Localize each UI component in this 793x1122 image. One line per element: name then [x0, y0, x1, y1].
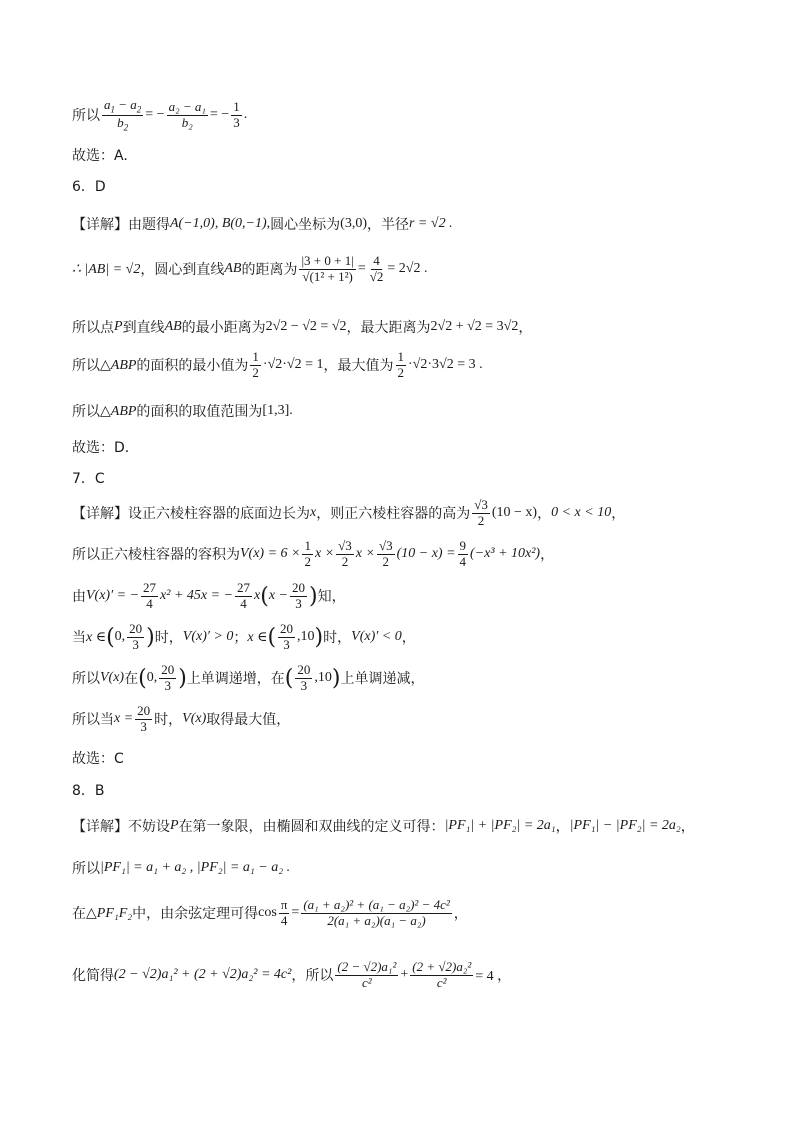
math: AB — [164, 319, 182, 334]
question-number: 6．D — [72, 179, 106, 195]
text: 【详解】由题得 — [72, 217, 170, 233]
detail-line: 当 x ∈ ( 0, $\frac{20}{3}$ ) 时， V(x)′ > 0 ； x ∈ ( $\frac{20}{3}$ ,10 ) 时， V(x)′ < 0 ， — [72, 621, 416, 652]
text: 所以 — [72, 404, 100, 420]
text: 知， — [317, 589, 346, 606]
detail-line — [72, 350, 483, 381]
math: 0 < x < 10 — [551, 505, 612, 521]
detail-line — [72, 816, 695, 836]
math: (10 − x) = — [396, 546, 456, 562]
detail-line — [72, 254, 427, 285]
detail-line — [72, 858, 290, 878]
text: 的面积的最小值为 — [136, 358, 249, 375]
fraction: $\frac{4}{√2}$ — [369, 253, 384, 284]
fraction: $\frac{9}{4}$ — [459, 538, 467, 569]
fraction: $\frac{20}{3}$ — [137, 703, 151, 734]
fraction: $\frac{\text{a₂ − a₁}}{\text{b₂}}$ — [168, 99, 206, 130]
answer-line: 故选：D. — [72, 440, 130, 456]
text: 的最小距离为 — [181, 320, 266, 336]
fraction: $\frac{√3}{2}$ — [338, 538, 352, 569]
text: ，最大值为 — [323, 358, 394, 375]
text: 的距离为 — [241, 262, 298, 279]
fraction: $\frac{\text{(2 − √2)a₁²}}{\text{c²}}$ — [337, 959, 397, 990]
math: x − — [268, 588, 288, 604]
text: ； — [233, 630, 248, 647]
text: ， — [611, 506, 626, 523]
detail-line: 由 V(x)′ = − $\frac{27}{4}$ x² + 45x = − $\frac{27}{4}$ x ( x − $\frac{20}{3}$ ) 知， — [72, 580, 346, 611]
math: AB — [224, 261, 242, 277]
detail-line — [72, 539, 554, 570]
math: x × — [355, 546, 375, 562]
detail-line — [72, 704, 290, 735]
text: 时， — [323, 630, 352, 647]
detail-line: 所以 V(x) 在 ( 0, $\frac{20}{3}$ ) 上单调递增，在 ( $\frac{20}{3}$ ,10 ) 上单调递减， — [72, 662, 425, 693]
text: 所以 — [72, 108, 100, 125]
math: . — [289, 403, 293, 418]
math: 0, — [114, 629, 126, 645]
fraction: $\frac{\pi}{4}$ — [280, 897, 288, 928]
text: 所以点 — [72, 320, 114, 336]
fraction: $\frac{27}{4}$ — [143, 580, 157, 611]
fraction: $\frac{\text{(2 + √2)a₂²}}{\text{c²}}$ — [412, 959, 472, 990]
math: ·√2·3√2 = 3 . — [408, 357, 483, 373]
answer-line: 故选：A. — [72, 148, 128, 164]
text: ，所以 — [291, 968, 334, 985]
math: = — [291, 905, 300, 921]
math: |PF₁| + |PF₂| = 2a₁ — [444, 818, 556, 833]
text: 【详解】设正六棱柱容器的底面边长为 — [72, 506, 310, 523]
text: 【详解】不妨设 — [72, 819, 170, 835]
detail-line — [72, 898, 468, 929]
answer-line: 故选：C — [72, 751, 124, 767]
text: 在第一象限，由椭圆和双曲线的定义可得： — [178, 819, 445, 835]
math: (10 − x) — [491, 505, 538, 521]
math: x ∈ — [247, 629, 268, 645]
fraction: $\frac{20}{3}$ — [292, 580, 305, 611]
text: 上单调递减， — [340, 671, 425, 688]
text: ，则正六棱柱容器的高为 — [316, 506, 471, 523]
text: ，半径 — [366, 217, 409, 233]
text: 到直线 — [122, 320, 165, 336]
line-conclusion-a — [72, 98, 247, 133]
fraction: $\frac{1}{2}$ — [252, 349, 259, 380]
math: V(x) = 6 × — [240, 546, 301, 562]
math: r = √2 . — [408, 216, 453, 231]
fraction: $\frac{1}{2}$ — [397, 349, 405, 380]
math: △ABP — [100, 357, 137, 373]
text: 当 — [72, 630, 86, 647]
math: ∴ |AB| = √2 — [72, 261, 141, 277]
text: 取得最大值， — [206, 712, 291, 729]
math: P — [114, 319, 123, 334]
math: x = — [114, 711, 134, 727]
text: 所以 — [72, 358, 100, 375]
math: x ∈ — [86, 629, 107, 645]
text: ， — [540, 547, 555, 564]
math: 0, — [146, 670, 158, 686]
math: ,10 — [314, 670, 332, 686]
math: x² + 45x = − — [160, 588, 234, 604]
text: ， — [453, 906, 468, 923]
math: [1,3] — [262, 403, 290, 418]
math: V(x) — [182, 711, 207, 727]
math: P — [170, 818, 179, 833]
fraction: $\frac{|3 + 0 + 1|}{\text{√(1² + 1²)}}$ — [301, 253, 354, 284]
fraction: $\frac{20}{3}$ — [161, 662, 175, 693]
text: 圆心坐标为 — [270, 217, 341, 233]
fraction: $\frac{a_1 - a_2}{b_2}$ — [104, 97, 142, 133]
math: + — [400, 967, 409, 983]
math: V(x) — [100, 670, 125, 686]
text: 中，由余弦定理可得 — [132, 906, 259, 923]
math: V(x)′ < 0 — [351, 629, 402, 645]
math: V(x)′ = − — [86, 588, 140, 604]
text: 所以当 — [72, 712, 114, 729]
math: cos — [258, 905, 277, 921]
text: 所以 — [72, 861, 100, 877]
text: 所以正六棱柱容器的容积为 — [72, 547, 240, 564]
fraction: $\frac{20}{3}$ — [297, 662, 311, 693]
math: (3,0) — [340, 216, 367, 231]
text: ， — [555, 819, 570, 835]
question-number: 7．C — [72, 471, 105, 487]
text: 时， — [154, 630, 183, 647]
fraction: $\frac{√3}{2}$ — [378, 538, 393, 569]
math: ·√2·√2 = 1 — [262, 357, 324, 373]
text: ， — [518, 320, 533, 336]
question-number: 8．B — [72, 783, 105, 799]
math: V(x)′ > 0 — [182, 629, 234, 645]
text: = − — [145, 107, 165, 123]
text: ， — [537, 506, 552, 523]
math: = — [357, 261, 366, 277]
fraction: $\frac{20}{3}$ — [129, 621, 143, 652]
detail-line — [72, 498, 625, 529]
text: ， — [401, 630, 416, 647]
math: 2√2 + √2 = 3√2 — [430, 319, 519, 334]
text: ， — [680, 819, 695, 835]
text: 化简得 — [72, 968, 114, 985]
text: 在 — [124, 671, 139, 688]
math: △ABP — [100, 403, 137, 419]
math: (−x³ + 10x²) — [470, 546, 541, 562]
math: 2√2 − √2 = √2 — [265, 319, 347, 334]
text: . — [243, 107, 248, 123]
text: 的面积的取值范围为 — [136, 404, 263, 420]
math: x — [310, 505, 317, 521]
fraction: $\frac{\text{(a₁ + a₂)² + (a₁ − a₂)² − 4c²}}{\text{2(a₁ + a₂)(a₁ − a₂)}}$ — [303, 897, 450, 928]
math: = 2√2 . — [387, 261, 428, 277]
math: |PF₁| − |PF₂| = 2a₂ — [569, 818, 681, 833]
fraction: $\frac{1}{2}$ — [304, 538, 311, 569]
fraction: $\frac{20}{3}$ — [280, 621, 294, 652]
text: = − — [209, 107, 230, 123]
text: 上单调递增，在 — [186, 671, 285, 688]
math: A(−1,0), B(0,−1), — [170, 216, 271, 231]
detail-line — [72, 214, 453, 234]
detail-line — [72, 960, 511, 991]
detail-line — [72, 317, 532, 337]
text: ，最大距离为 — [346, 320, 431, 336]
math: x — [254, 588, 261, 604]
fraction: $\frac{27}{4}$ — [237, 580, 251, 611]
text: 所以 — [72, 671, 100, 688]
text: 由 — [72, 589, 86, 606]
text: ，圆心到直线 — [140, 262, 225, 279]
math: x × — [314, 546, 335, 562]
fraction: $\frac{√3}{2}$ — [474, 497, 488, 528]
math: (2 − √2)a₁² + (2 + √2)a₂² = 4c² — [114, 967, 292, 983]
math: ,10 — [297, 629, 315, 645]
math: = 4 ， — [475, 969, 512, 985]
math: △PF₁F₂ — [86, 905, 133, 921]
detail-line — [72, 401, 293, 421]
text: 在 — [72, 906, 86, 923]
text: 时， — [154, 712, 183, 729]
fraction: $\frac{1}{3}$ — [233, 99, 240, 130]
math: |PF₁| = a₁ + a₂ , |PF₂| = a₁ − a₂ . — [100, 860, 291, 875]
